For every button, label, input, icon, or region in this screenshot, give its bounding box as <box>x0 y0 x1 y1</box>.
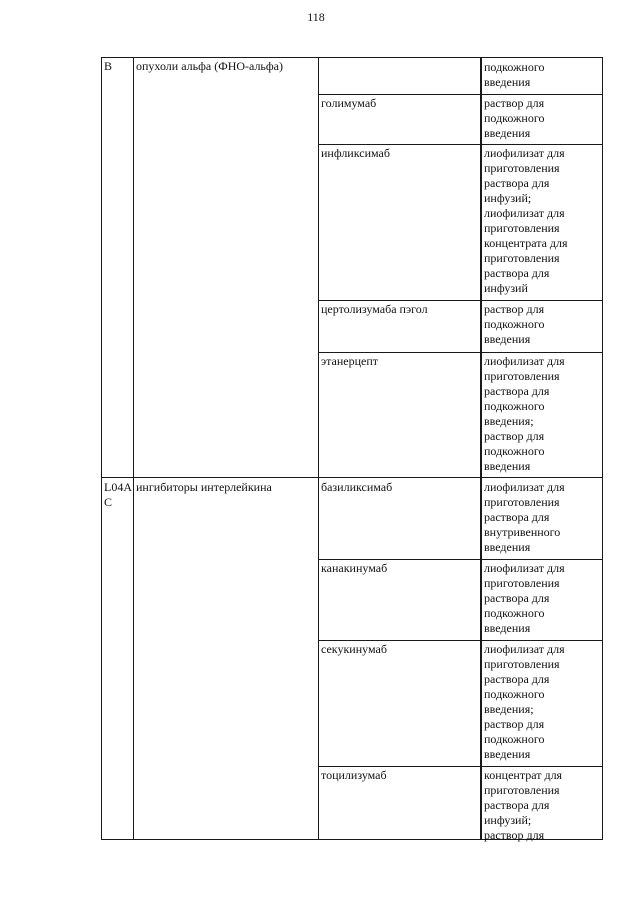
drug-name-cell: тоцилизумаб <box>321 768 387 782</box>
table-border-right <box>602 57 603 840</box>
group-name-cell: ингибиторы интерлейкина <box>136 480 272 494</box>
drug-name-cell: базиликсимаб <box>321 480 393 494</box>
dosage-form-cell: лиофилизат для приготовления раствора для подкожного введения; раствор для подкожного введения <box>484 354 565 473</box>
column-divider <box>480 57 482 840</box>
dosage-form-cell: лиофилизат для приготовления раствора для подкожного введения; раствор для подкожного введения <box>484 642 565 761</box>
row-divider <box>318 559 603 560</box>
row-divider <box>318 640 603 641</box>
row-divider <box>318 766 603 767</box>
column-divider <box>318 57 319 840</box>
atc-code-cell: B <box>104 59 113 73</box>
column-divider <box>133 57 134 840</box>
row-divider <box>101 477 603 478</box>
dosage-form-cell: подкожного введения <box>484 60 545 89</box>
dosage-form-cell: раствор для подкожного введения <box>484 96 545 140</box>
dosage-form-cell: раствор для подкожного введения <box>484 302 545 346</box>
table-border-top <box>101 57 603 58</box>
atc-code-cell: L04A C <box>104 480 132 509</box>
drug-name-cell: этанерцепт <box>321 354 379 368</box>
row-divider <box>318 94 603 95</box>
page-number: 118 <box>307 10 325 24</box>
row-divider <box>318 300 603 301</box>
dosage-form-cell: лиофилизат для приготовления раствора для внутривенного введения <box>484 480 565 554</box>
drug-name-cell: цертолизумаба пэгол <box>321 302 428 316</box>
drug-name-cell: голимумаб <box>321 96 377 110</box>
dosage-form-cell: лиофилизат для приготовления раствора для подкожного введения <box>484 561 565 635</box>
drug-name-cell: инфликсимаб <box>321 146 390 160</box>
row-divider <box>318 352 603 353</box>
dosage-form-cell: концентрат для приготовления раствора для инфузий; раствор для <box>484 768 563 842</box>
drug-name-cell: секукинумаб <box>321 642 387 656</box>
drug-name-cell: канакинумаб <box>321 561 388 575</box>
dosage-form-cell: лиофилизат для приготовления раствора для инфузий; лиофилизат для приготовления концентрата для приготовления раствора для инфузий <box>484 146 568 295</box>
table-border-left <box>101 57 102 840</box>
row-divider <box>318 144 603 145</box>
group-name-cell: опухоли альфа (ФНО-альфа) <box>136 59 284 73</box>
